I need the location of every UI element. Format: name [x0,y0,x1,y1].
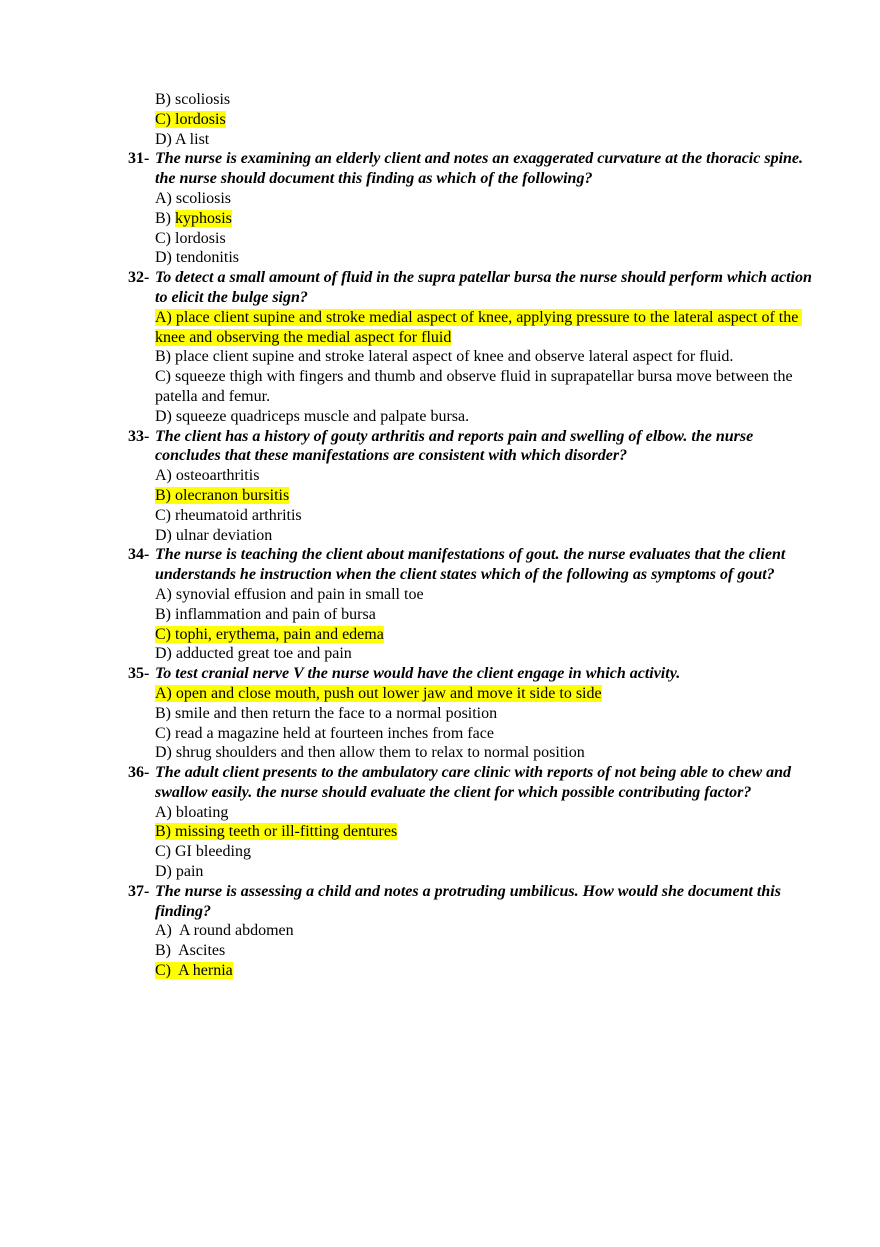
answer-option [128,526,828,546]
answer-option [128,842,828,862]
question-number: 33- [128,427,150,445]
question-stem: The nurse is assessing a child and notes a protruding umbilicus. How would she document this finding? [155,882,781,920]
option-text: A) scoliosis [155,189,231,207]
answer-option [128,585,828,605]
question-stem: The nurse is examining an elderly client and notes an exaggerated curvature at the thoracic spine. the nurse should document this finding as which of the following? [155,150,804,188]
answer-option [128,704,828,724]
answer-option [128,822,828,842]
answer-option [128,367,828,407]
question-stem: The nurse is teaching the client about manifestations of gout. the nurse evaluates that the client understands he instruction when the client states which of the following as symptoms of gout? [155,546,786,584]
question-number: 34- [128,546,150,564]
option-text: C) lordosis [155,229,226,247]
answer-option [128,862,828,882]
option-text: B) Ascites [155,942,226,960]
option-text: D) pain [155,863,204,881]
highlighted-answer-text: C) tophi, erythema, pain and edema [155,625,384,643]
answer-option [128,961,828,981]
question-stem-row [128,763,828,803]
highlighted-answer-text: B) olecranon bursitis [155,486,290,504]
question-stem-row [128,664,828,684]
answer-option [128,803,828,823]
answer-option [128,605,828,625]
answer-option [128,248,828,268]
option-text: B) smile and then return the face to a normal position [155,704,498,722]
question-stem: The client has a history of gouty arthritis and reports pain and swelling of elbow. the nurse concludes that these manifestations are consistent with which disorder? [155,427,754,465]
option-text: C) squeeze thigh with fingers and thumb and observe fluid in suprapatellar bursa move between the patella and femur. [155,368,797,405]
answer-option [128,466,828,486]
option-text: A) osteoarthritis [155,467,260,485]
answer-option [128,90,828,110]
answer-option [128,486,828,506]
question-number: 31- [128,150,150,168]
question-number: 35- [128,665,150,683]
option-text: D) adducted great toe and pain [155,645,352,663]
option-text: A) bloating [155,803,229,821]
question-stem-row [128,268,828,308]
answer-option [128,921,828,941]
answer-option [128,189,828,209]
option-text: B) inflammation and pain of bursa [155,605,376,623]
highlighted-answer-text: C) A hernia [155,962,233,980]
option-text: C) rheumatoid arthritis [155,506,302,524]
highlighted-answer-text: A) place client supine and stroke medial aspect of knee, applying pressure to the lateral aspect of the knee and observing the medial aspect for fluid [155,308,803,346]
highlighted-answer-text: A) open and close mouth, push out lower jaw and move it side to side [155,684,602,702]
question-stem-row [128,545,828,585]
option-text: C) read a magazine held at fourteen inches from face [155,724,494,742]
option-text: B) scoliosis [155,91,231,108]
answer-option [128,644,828,664]
option-text: D) shrug shoulders and then allow them to relax to normal position [155,744,585,762]
option-text: D) ulnar deviation [155,526,273,544]
answer-option [128,130,828,150]
answer-option [128,110,828,130]
option-text: D) squeeze quadriceps muscle and palpate bursa. [155,407,470,425]
answer-option [128,941,828,961]
answer-option [128,506,828,526]
answer-option [128,743,828,763]
question-number: 32- [128,269,150,287]
option-text: C) GI bleeding [155,843,251,861]
option-text: B) place client supine and stroke lateral aspect of knee and observe lateral aspect for fluid. [155,348,734,366]
answer-option [128,407,828,427]
answer-option [128,625,828,645]
question-stem-row [128,149,828,189]
highlighted-answer-text: C) lordosis [155,110,226,128]
answer-option [128,308,828,348]
option-text: D) tendonitis [155,249,239,267]
answer-option [128,229,828,249]
option-text: A) A round abdomen [155,922,294,940]
answer-option [128,347,828,367]
answer-option [128,209,828,229]
question-number: 37- [128,882,150,900]
question-stem-row [128,882,828,922]
highlighted-answer-text: B) missing teeth or ill-fitting dentures [155,823,398,841]
option-text: B) [155,209,175,227]
option-text: D) A list [155,130,210,148]
question-number: 36- [128,764,150,782]
answer-option [128,684,828,704]
highlighted-answer-text: kyphosis [175,209,232,227]
option-text: A) synovial effusion and pain in small toe [155,585,424,603]
question-list [128,90,828,981]
question-stem: To test cranial nerve V the nurse would have the client engage in which activity. [155,665,681,683]
question-stem: The adult client presents to the ambulatory care clinic with reports of not being able to chew and swallow easily. the nurse should evaluate the client for which possible contributing factor? [155,764,792,801]
question-stem: To detect a small amount of fluid in the supra patellar bursa the nurse should perform which action to elicit the bulge sign? [155,269,812,306]
answer-option [128,724,828,744]
question-stem-row [128,427,828,467]
